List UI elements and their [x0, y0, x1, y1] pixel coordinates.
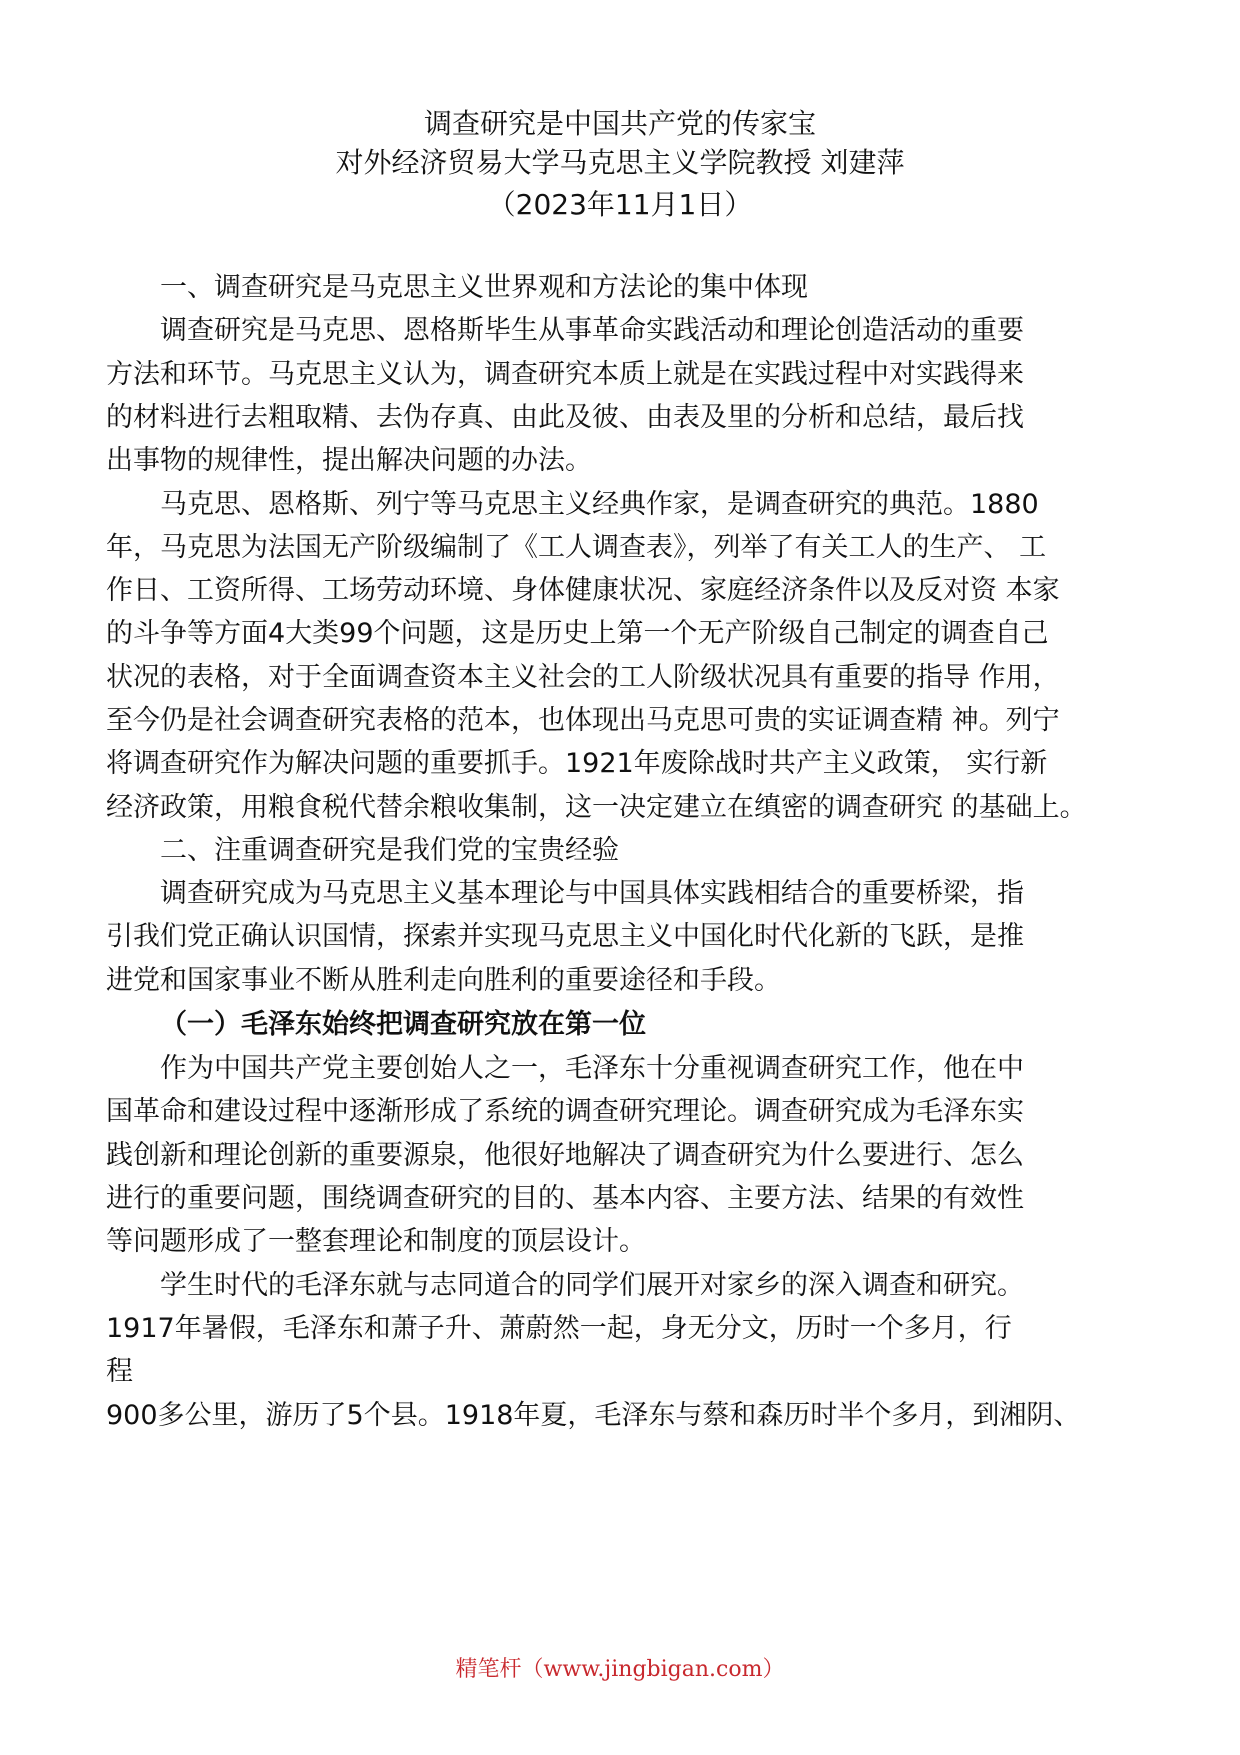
- paragraph-line: 的材料进行去粗取精、去伪存真、由此及彼、由表及里的分析和总结，最后找: [106, 402, 1024, 433]
- footer-watermark: 精笔杆（www.jingbigan.com）: [455, 1657, 785, 1682]
- paragraph-line: 方法和环节。马克思主义认为，调查研究本质上就是在实践过程中对实践得来: [106, 359, 1024, 390]
- paragraph-line: 引我们党正确认识国情，探索并实现马克思主义中国化时代化新的飞跃，是推: [106, 921, 1024, 952]
- section-heading-2: 二、注重调查研究是我们党的宝贵经验: [160, 835, 619, 866]
- paragraph-line: 学生时代的毛泽东就与志同道合的同学们展开对家乡的深入调查和研究。: [160, 1270, 1024, 1301]
- paragraph-line: 作为中国共产党主要创始人之一，毛泽东十分重视调查研究工作，他在中: [160, 1053, 1024, 1084]
- paragraph-line: 将调查研究作为解决问题的重要抓手。1921年废除战时共产主义政策， 实行新: [106, 748, 1048, 779]
- paragraph-line: 年，马克思为法国无产阶级编制了《工人调查表》，列举了有关工人的生产、 工: [106, 532, 1047, 563]
- paragraph-line: 经济政策，用粮食税代替余粮收集制，这一决定建立在缜密的调查研究 的基础上。: [106, 792, 1087, 823]
- section-heading-1: 一、调查研究是马克思主义世界观和方法论的集中体现: [160, 272, 808, 303]
- subsection-heading: （一）毛泽东始终把调查研究放在第一位: [160, 1009, 646, 1040]
- paragraph-line: 进行的重要问题，围绕调查研究的目的、基本内容、主要方法、结果的有效性: [106, 1183, 1024, 1214]
- date-line: （2023年11月1日）: [487, 188, 753, 221]
- paragraph-line: 国革命和建设过程中逐渐形成了系统的调查研究理论。调查研究成为毛泽东实: [106, 1096, 1024, 1127]
- paragraph-line: 的斗争等方面4大类99个问题，这是历史上第一个无产阶级自己制定的调查自己: [106, 618, 1049, 649]
- paragraph-line: 调查研究是马克思、恩格斯毕生从事革命实践活动和理论创造活动的重要: [160, 315, 1024, 346]
- author-line: 对外经济贸易大学马克思主义学院教授 刘建萍: [335, 146, 905, 179]
- paragraph-line: 至今仍是社会调查研究表格的范本，也体现出马克思可贵的实证调查精 神。列宁: [106, 705, 1060, 736]
- paragraph-line: 马克思、恩格斯、列宁等马克思主义经典作家，是调查研究的典范。1880: [160, 489, 1039, 520]
- paragraph-line: 等问题形成了一整套理论和制度的顶层设计。: [106, 1226, 646, 1257]
- paragraph-line: 调查研究成为马克思主义基本理论与中国具体实践相结合的重要桥梁，指: [160, 878, 1024, 909]
- paragraph-line: 1917年暑假，毛泽东和萧子升、萧蔚然一起，身无分文，历时一个多月，行: [106, 1313, 1012, 1344]
- paragraph-line: 进党和国家事业不断从胜利走向胜利的重要途径和手段。: [106, 965, 781, 996]
- paragraph-line: 状况的表格，对于全面调查资本主义社会的工人阶级状况具有重要的指导 作用，: [106, 662, 1060, 693]
- paragraph-line: 出事物的规律性，提出解决问题的办法。: [106, 445, 592, 476]
- paragraph-line: 作日、工资所得、工场劳动环境、身体健康状况、家庭经济条件以及反对资 本家: [106, 575, 1060, 606]
- paragraph-line: 程: [106, 1356, 133, 1387]
- paragraph-line: 践创新和理论创新的重要源泉，他很好地解决了调查研究为什么要进行、怎么: [106, 1140, 1024, 1171]
- document-title: 调查研究是中国共产党的传家宝: [423, 107, 816, 140]
- paragraph-line: 900多公里，游历了5个县。1918年夏，毛泽东与蔡和森历时半个多月，到湘阴、: [106, 1400, 1081, 1431]
